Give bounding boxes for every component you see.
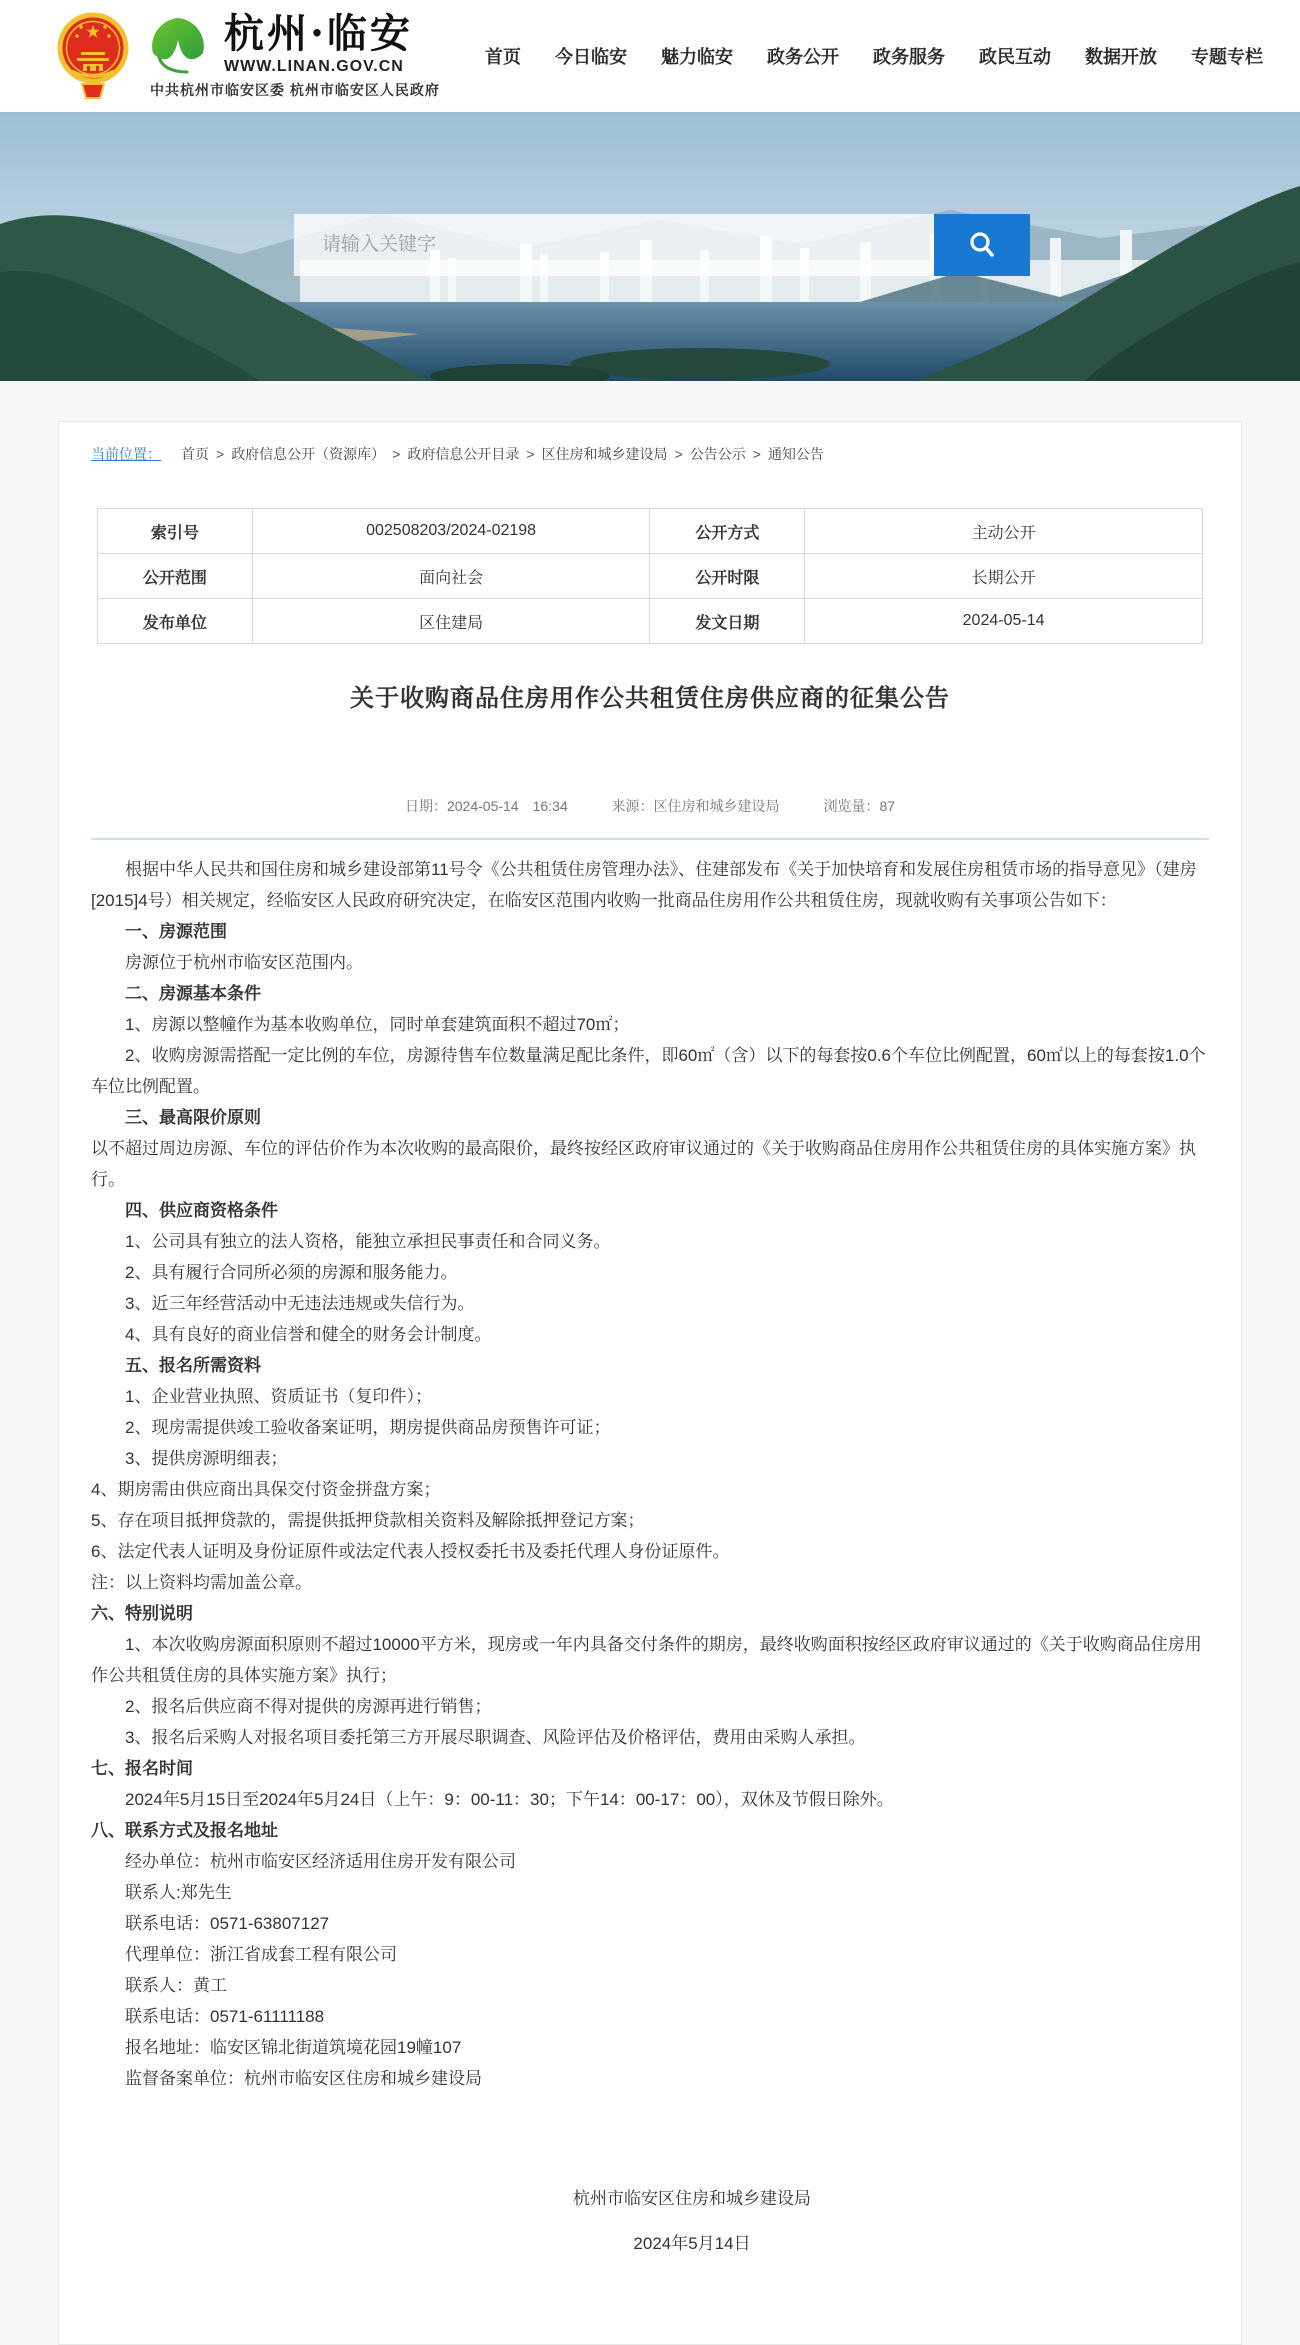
meta-date: 日期：2024-05-14 16:34 — [404, 798, 568, 814]
signature-block — [91, 2176, 1209, 2266]
article-paragraph: 监督备案单位：杭州市临安区住房和城乡建设局 — [125, 2069, 482, 2088]
search-button[interactable] — [934, 214, 1030, 276]
article-paragraph: 1、公司具有独立的法人资格，能独立承担民事责任和合同义务。 — [125, 1232, 611, 1251]
breadcrumb-link[interactable]: 首页 — [181, 446, 209, 462]
breadcrumb-separator: > — [392, 446, 401, 462]
article-body — [91, 854, 1209, 2094]
national-emblem-icon — [56, 8, 130, 104]
meta-divider — [91, 838, 1209, 840]
article-meta — [91, 796, 1209, 816]
article-paragraph: 联系人：黄工 — [125, 1976, 227, 1995]
nav-item[interactable]: 魅力临安 — [661, 47, 733, 67]
article-paragraph: 2、具有履行合同所必须的房源和服务能力。 — [125, 1263, 458, 1282]
info-table-label: 公开方式 — [650, 509, 805, 554]
info-table-label: 发文日期 — [650, 599, 805, 644]
breadcrumb-separator: > — [674, 446, 683, 462]
nav-item[interactable]: 政民互动 — [979, 47, 1051, 67]
info-table-value: 长期公开 — [805, 554, 1203, 599]
nav-item[interactable]: 数据开放 — [1085, 47, 1157, 67]
article-paragraph: 2、现房需提供竣工验收备案证明，期房提供商品房预售许可证； — [125, 1418, 611, 1437]
ginkgo-leaf-logo-icon — [147, 14, 211, 76]
article-paragraph: 注：以上资料均需加盖公章。 — [91, 1573, 312, 1592]
article-paragraph: 二、房源基本条件 — [125, 984, 261, 1003]
site-suborg: 中共杭州市临安区委 杭州市临安区人民政府 — [150, 82, 440, 98]
article-paragraph: 以不超过周边房源、车位的评估价作为本次收购的最高限价，最终按经区政府审议通过的《关于收购商品住房用作公共租赁住房的具体实施方案》执行。 — [91, 1139, 1196, 1189]
breadcrumb-link[interactable]: 公告公示 — [689, 446, 746, 462]
article-paragraph: 2、收购房源需搭配一定比例的车位，房源待售车位数量满足配比条件，即60㎡（含）以下的每套按0.6个车位比例配置，60㎡以上的每套按1.0个车位比例配置。 — [91, 1046, 1206, 1096]
info-table-value: 2024-05-14 — [805, 599, 1203, 644]
info-table-label: 发布单位 — [98, 599, 253, 644]
info-table — [97, 508, 1203, 644]
article-paragraph: 六、特别说明 — [91, 1604, 193, 1623]
signature-org: 杭州市临安区住房和城乡建设局 — [573, 2189, 811, 2208]
breadcrumb-separator: > — [752, 446, 761, 462]
meta-source: 来源：区住房和城乡建设局 — [611, 798, 780, 814]
article-paragraph: 七、报名时间 — [91, 1759, 193, 1778]
breadcrumb-label: 当前位置： — [91, 446, 161, 462]
article-paragraph: 八、联系方式及报名地址 — [91, 1821, 278, 1840]
site-url: WWW.LINAN.GOV.CN — [224, 58, 404, 75]
nav-item[interactable]: 专题专栏 — [1191, 47, 1263, 67]
search-input[interactable] — [294, 214, 934, 276]
article-paragraph: 2、报名后供应商不得对提供的房源再进行销售； — [125, 1697, 492, 1716]
article-paragraph: 2024年5月15日至2024年5月24日（上午：9：00-11：30；下午14：00-17：00），双休及节假日除外。 — [125, 1790, 894, 1809]
article-paragraph: 5、存在项目抵押贷款的，需提供抵押贷款相关资料及解除抵押登记方案； — [91, 1511, 645, 1530]
article-paragraph: 1、本次收购房源面积原则不超过10000平方米，现房或一年内具备交付条件的期房，最终收购面积按经区政府审议通过的《关于收购商品住房用作公共租赁住房的具体实施方案》执行； — [91, 1635, 1202, 1685]
info-table-value: 面向社会 — [253, 554, 651, 599]
breadcrumb-link[interactable]: 政府信息公开目录 — [407, 446, 520, 462]
breadcrumb-link[interactable]: 区住房和城乡建设局 — [541, 446, 668, 462]
search-icon — [967, 230, 997, 260]
article-paragraph: 1、企业营业执照、资质证书（复印件）； — [125, 1387, 432, 1406]
article-paragraph: 6、法定代表人证明及身份证原件或法定代表人授权委托书及委托代理人身份证原件。 — [91, 1542, 730, 1561]
article-paragraph: 3、近三年经营活动中无违法违规或失信行为。 — [125, 1294, 475, 1313]
breadcrumb — [91, 444, 1209, 464]
breadcrumb-separator: > — [526, 446, 535, 462]
article-paragraph: 三、最高限价原则 — [125, 1108, 261, 1127]
article-paragraph: 报名地址：临安区锦北街道筑境花园19幢107 — [125, 2038, 462, 2057]
article-paragraph: 联系人:郑先生 — [125, 1883, 232, 1902]
meta-views: 浏览量：87 — [823, 798, 896, 814]
site-brand — [224, 12, 413, 76]
site-title: 杭州·临安 — [224, 10, 413, 57]
article-paragraph: 四、供应商资格条件 — [125, 1201, 278, 1220]
nav-item[interactable]: 首页 — [485, 47, 521, 67]
page-title: 关于收购商品住房用作公共租赁住房供应商的征集公告 — [350, 685, 950, 712]
info-table-label: 公开时限 — [650, 554, 805, 599]
article-paragraph: 一、房源范围 — [125, 922, 227, 941]
breadcrumb-link[interactable]: 通知公告 — [767, 446, 824, 462]
article-paragraph: 3、报名后采购人对报名项目委托第三方开展尽职调查、风险评估及价格评估，费用由采购人承担。 — [125, 1728, 866, 1747]
site-header — [0, 0, 1300, 112]
article-paragraph: 4、具有良好的商业信誉和健全的财务会计制度。 — [125, 1325, 492, 1344]
nav-item[interactable]: 政务公开 — [767, 47, 839, 67]
article-paragraph: 4、期房需由供应商出具保交付资金拼盘方案； — [91, 1480, 441, 1499]
breadcrumb-separator: > — [216, 446, 225, 462]
article-paragraph: 房源位于杭州市临安区范围内。 — [125, 953, 363, 972]
article-paragraph: 根据中华人民共和国住房和城乡建设部第11号令《公共租赁住房管理办法》、住建部发布《关于加快培育和发展住房租赁市场的指导意见》（建房[2015]4号）相关规定，经临安区人民政府研究决定，在临安区范围内收购一批商品住房用作公共租赁住房，现就收购有关事项公告如下： — [91, 860, 1197, 910]
article-paragraph: 3、提供房源明细表； — [125, 1449, 288, 1468]
info-table-label: 公开范围 — [98, 554, 253, 599]
info-table-value: 主动公开 — [805, 509, 1203, 554]
article-paragraph: 联系电话：0571-61111188 — [125, 2007, 325, 2026]
search-bar — [294, 214, 1030, 276]
signature-date: 2024年5月14日 — [633, 2234, 751, 2253]
article-paragraph: 联系电话：0571-63807127 — [125, 1914, 330, 1933]
article-paragraph: 代理单位：浙江省成套工程有限公司 — [125, 1945, 397, 1964]
article-paragraph: 五、报名所需资料 — [125, 1356, 261, 1375]
nav-item[interactable]: 今日临安 — [555, 47, 627, 67]
info-table-value: 002508203/2024-02198 — [253, 509, 651, 554]
article-paragraph: 1、房源以整幢作为基本收购单位，同时单套建筑面积不超过70㎡； — [125, 1015, 630, 1034]
breadcrumb-link[interactable]: 政府信息公开（资源库） — [231, 446, 386, 462]
article-paragraph: 经办单位：杭州市临安区经济适用住房开发有限公司 — [125, 1852, 516, 1871]
content-card — [58, 421, 1242, 2345]
hero-banner — [0, 112, 1300, 381]
nav-item[interactable]: 政务服务 — [873, 47, 945, 67]
info-table-value: 区住建局 — [253, 599, 651, 644]
main-nav — [468, 0, 1280, 112]
main-background — [0, 381, 1300, 2345]
info-table-label: 索引号 — [98, 509, 253, 554]
